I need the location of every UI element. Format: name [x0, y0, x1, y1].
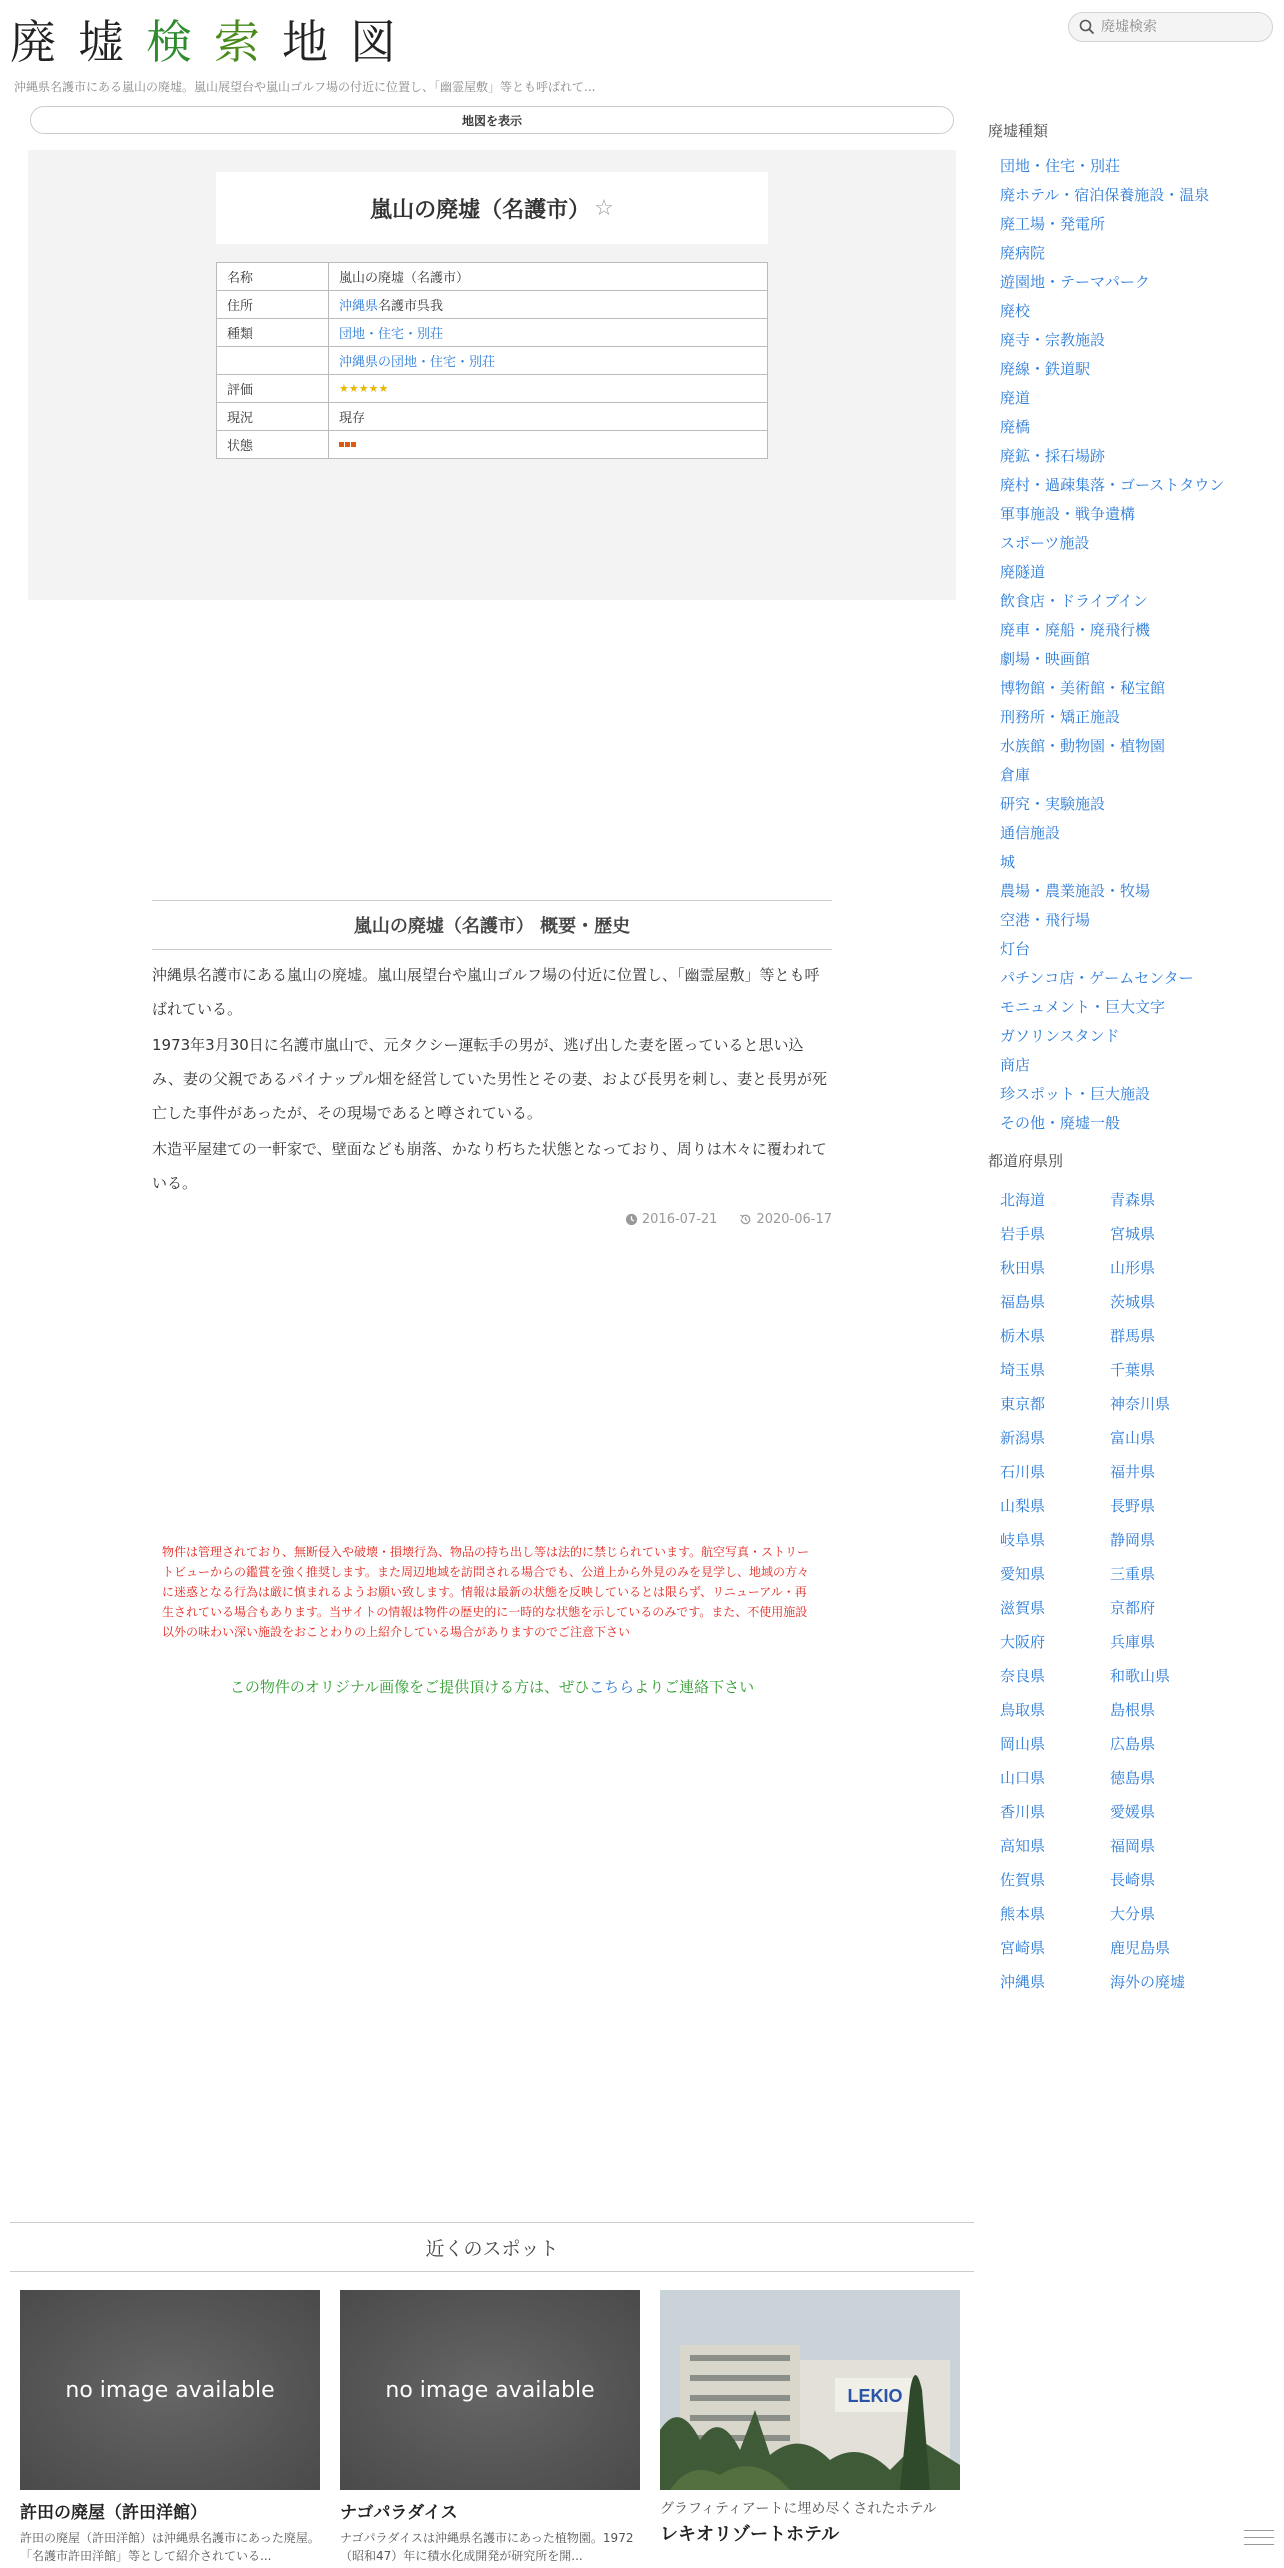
sidebar-prefecture-link[interactable]: 青森県	[1110, 1191, 1156, 1209]
star-outline-icon[interactable]: ☆	[594, 195, 614, 221]
post-dates	[600, 1212, 832, 1227]
row-value	[329, 319, 768, 347]
prefecture-list	[1000, 1183, 1220, 1999]
sidebar-category-link[interactable]: 廃病院	[1000, 244, 1046, 262]
row-key: 現況	[217, 403, 329, 431]
sidebar-prefecture-link[interactable]: 秋田県	[1000, 1259, 1046, 1277]
sidebar-prefecture-link[interactable]: 宮城県	[1110, 1225, 1156, 1243]
row-key: 種類	[217, 319, 329, 347]
sidebar-category-link[interactable]: 廃鉱・採石場跡	[1000, 447, 1106, 465]
row-value: 嵐山の廃墟（名護市）	[329, 263, 768, 291]
sidebar-category-link[interactable]: 博物館・美術館・秘宝館	[1000, 679, 1166, 697]
sidebar-category-link[interactable]: 刑務所・矯正施設	[1000, 708, 1121, 726]
hotel-photo[interactable]	[660, 2290, 960, 2490]
sidebar-prefecture-link[interactable]: 群馬県	[1110, 1327, 1156, 1345]
sidebar-prefecture-link[interactable]: 香川県	[1000, 1803, 1046, 1821]
table-row	[217, 347, 768, 375]
table-row	[217, 403, 768, 431]
row-key: 住所	[217, 291, 329, 319]
sidebar-category-link[interactable]: 水族館・動物園・植物園	[1000, 737, 1166, 755]
sidebar-prefecture-link[interactable]: 京都府	[1110, 1599, 1156, 1617]
sidebar-category-link[interactable]: ガソリンスタンド	[1000, 1027, 1120, 1045]
overview-article	[152, 958, 832, 1202]
state-square	[345, 442, 350, 447]
sidebar-prefecture-link[interactable]: 長崎県	[1110, 1871, 1156, 1889]
sidebar-category-link[interactable]: その他・廃墟一般	[1000, 1114, 1121, 1132]
sidebar-prefecture-link[interactable]: 佐賀県	[1000, 1871, 1046, 1889]
sidebar-category-link[interactable]: 廃寺・宗教施設	[1000, 331, 1106, 349]
sidebar-category-link[interactable]: 軍事施設・戦争遺構	[1000, 505, 1136, 523]
sidebar-category-link[interactable]: 廃道	[1000, 389, 1031, 407]
search-box[interactable]	[1068, 12, 1273, 42]
nearby-card-title[interactable]: 許田の廃屋（許田洋館）	[20, 2503, 207, 2523]
nearby-card-desc: ナゴパラダイスは沖縄県名護市にあった植物園。1972（昭和47）年に積水化成開発が研究所を開...	[340, 2531, 634, 2563]
prefectures-heading: 都道府県別	[988, 1152, 1064, 1170]
sidebar-prefecture-link[interactable]: 石川県	[1000, 1463, 1046, 1481]
contact-text-before: この物件のオリジナル画像をご提供頂ける方は、ぜひ	[229, 1678, 590, 1696]
spot-title-card	[216, 172, 768, 244]
rating-stars: ★★★★★	[339, 382, 389, 395]
nearby-card[interactable]	[20, 2290, 320, 2565]
table-row	[217, 319, 768, 347]
sidebar-prefecture-link[interactable]: 愛知県	[1000, 1565, 1046, 1583]
sidebar-prefecture-link[interactable]: 新潟県	[1000, 1429, 1046, 1447]
hotel-sign-text: LEKIO	[847, 2386, 903, 2406]
sidebar-prefecture-link[interactable]: 長野県	[1110, 1497, 1156, 1515]
sidebar-prefecture-link[interactable]: 島根県	[1110, 1701, 1156, 1719]
sidebar-category-link[interactable]: 廃橋	[1000, 418, 1031, 436]
warning-notice: 物件は管理されており、無断侵入や破壊・損壊行為、物品の持ち出し等は法的に禁じられています。航空写真・ストリートビューからの鑑賞を強く推奨します。また周辺地域を訪問される場合でも、公道上から外見のみを見学し、地域の方々に迷惑となる行為は厳に慎まれるようお願い致します。情報は最新の状態を反映しているとは限らず、リニューアル・再生されている場合もあります。当サイトの情報は物件の歴史的に一時的な状態を示しているのみです。また、不使用施設以外の味わい深い施設をおことわりの上紹介している場合がありますのでご注意下さい	[162, 1545, 810, 1639]
sidebar-prefecture-link[interactable]: 福島県	[1000, 1293, 1046, 1311]
logo-char: 墟	[78, 15, 146, 69]
spot-info-table	[216, 262, 768, 459]
row-key: 状態	[217, 431, 329, 459]
sidebar-prefecture-link[interactable]: 山形県	[1110, 1259, 1156, 1277]
sidebar-prefecture-link[interactable]: 三重県	[1110, 1565, 1156, 1583]
overview-paragraph: 木造平屋建ての一軒家で、壁面なども崩落、かなり朽ちた状態となっており、周りは木々に覆われている。	[152, 1140, 827, 1192]
logo-char: 廃	[10, 15, 78, 69]
overview-paragraph: 沖縄県名護市にある嵐山の廃墟。嵐山展望台や嵐山ゴルフ場の付近に位置し、「幽霊屋敷」等とも呼ばれている。	[152, 966, 820, 1018]
search-input[interactable]	[1101, 19, 1261, 35]
page-tagline: 沖縄県名護市にある嵐山の廃墟。嵐山展望台や嵐山ゴルフ場の付近に位置し、「幽霊屋敷」等とも呼ばれて...	[14, 80, 596, 94]
sidebar-category-link[interactable]: 空港・飛行場	[1000, 911, 1091, 929]
sidebar-category-link[interactable]: パチンコ店・ゲームセンター	[1000, 969, 1194, 987]
category-link[interactable]: 団地・住宅・別荘	[339, 327, 444, 342]
sidebar-prefecture-link[interactable]: 岐阜県	[1000, 1531, 1046, 1549]
created-date-text: 2016-07-21	[641, 1212, 718, 1227]
sidebar-prefecture-link[interactable]: 岡山県	[1000, 1735, 1046, 1753]
updated-date-text: 2020-06-17	[756, 1212, 832, 1227]
nearby-heading: 近くのスポット	[10, 2222, 974, 2272]
sidebar-prefecture-link[interactable]: 福岡県	[1110, 1837, 1156, 1855]
contact-text-after: よりご連絡下さい	[634, 1678, 755, 1696]
sidebar-prefecture-link[interactable]: 滋賀県	[1000, 1599, 1046, 1617]
sidebar-category-link[interactable]: 廃車・廃船・廃飛行機	[1000, 621, 1151, 639]
sidebar-prefecture-link[interactable]: 静岡県	[1110, 1531, 1156, 1549]
hotel-building-image	[660, 2290, 960, 2490]
sidebar-prefecture-link[interactable]: 富山県	[1110, 1429, 1156, 1447]
table-row	[217, 263, 768, 291]
no-image-placeholder[interactable]: no image available	[20, 2290, 320, 2490]
sidebar-prefecture-link[interactable]: 鳥取県	[1000, 1701, 1046, 1719]
nearby-card[interactable]	[340, 2290, 640, 2565]
sidebar-prefecture-link[interactable]: 茨城県	[1110, 1293, 1156, 1311]
created-date	[625, 1212, 718, 1227]
row-value: 現存	[329, 403, 768, 431]
row-value	[329, 347, 768, 375]
sidebar-prefecture-link[interactable]: 高知県	[1000, 1837, 1046, 1855]
sidebar-category-link[interactable]: 廃線・鉄道駅	[1000, 360, 1091, 378]
prefecture-link[interactable]: 沖縄県	[339, 299, 379, 314]
sidebar-prefecture-link[interactable]: 大分県	[1110, 1905, 1156, 1923]
site-logo[interactable]	[10, 6, 418, 72]
show-map-button[interactable]: 地図を表示	[30, 106, 954, 134]
sidebar-prefecture-link[interactable]: 東京都	[1000, 1395, 1046, 1413]
nearby-card-desc: 許田の廃屋（許田洋館）は沖縄県名護市にあった廃屋。「名護市許田洋館」等として紹介されている...	[20, 2531, 320, 2563]
sidebar-category-link[interactable]: 飲食店・ドライブイン	[1000, 592, 1148, 610]
sidebar-category-link[interactable]: 研究・実験施設	[1000, 795, 1106, 813]
logo-char: 地	[282, 15, 350, 69]
prefecture-category-link[interactable]: 沖縄県の団地・住宅・別荘	[339, 355, 496, 370]
sidebar-prefecture-link[interactable]: 岩手県	[1000, 1225, 1046, 1243]
sidebar-prefecture-link[interactable]: 山梨県	[1000, 1497, 1046, 1515]
sidebar-prefecture-link[interactable]: 海外の廃墟	[1110, 1973, 1186, 1991]
sidebar-category-link[interactable]: モニュメント・巨大文字	[1000, 998, 1166, 1016]
sidebar-category-link[interactable]: 珍スポット・巨大施設	[1000, 1085, 1151, 1103]
clock-icon	[625, 1213, 638, 1226]
logo-char: 検	[146, 15, 214, 69]
contact-message	[152, 1676, 832, 1697]
spot-info-panel	[28, 150, 956, 600]
no-image-placeholder[interactable]: no image available	[340, 2290, 640, 2490]
sidebar-category-link[interactable]: 廃校	[1000, 302, 1031, 320]
row-key: 評価	[217, 375, 329, 403]
logo-char: 索	[214, 15, 282, 69]
sidebar-prefecture-link[interactable]: 大阪府	[1000, 1633, 1046, 1651]
state-square	[339, 442, 344, 447]
sidebar-category-link[interactable]: 倉庫	[1000, 766, 1031, 784]
state-square	[351, 442, 356, 447]
spot-title: 嵐山の廃墟（名護市）	[370, 197, 591, 223]
sidebar-category-link[interactable]: 廃村・過疎集落・ゴーストタウン	[1000, 476, 1225, 494]
sidebar-category-link[interactable]: 廃隧道	[1000, 563, 1046, 581]
history-icon	[739, 1213, 752, 1226]
row-value	[329, 431, 768, 459]
category-list	[1000, 152, 1280, 1138]
sidebar-prefecture-link[interactable]: 埼玉県	[1000, 1361, 1046, 1379]
sidebar-prefecture-link[interactable]: 北海道	[1000, 1191, 1046, 1209]
sidebar-prefecture-link[interactable]: 徳島県	[1110, 1769, 1156, 1787]
sidebar-prefecture-link[interactable]: 栃木県	[1000, 1327, 1046, 1345]
sidebar-prefecture-link[interactable]: 奈良県	[1000, 1667, 1046, 1685]
sidebar-category-link[interactable]: 廃ホテル・宿泊保養施設・温泉	[1000, 186, 1210, 204]
overview-paragraph: 1973年3月30日に名護市嵐山で、元タクシー運転手の男が、逃げ出した妻を匿っていると思い込み、妻の父親であるパイナップル畑を経営していた男性とその妻、および長男を刺し、妻と長男が死亡した事件があったが、その現場であると噂されている。	[152, 1036, 828, 1122]
sidebar-prefecture-link[interactable]: 千葉県	[1110, 1361, 1156, 1379]
sidebar-prefecture-link[interactable]: 広島県	[1110, 1735, 1156, 1753]
sidebar-prefecture-link[interactable]: 宮崎県	[1000, 1939, 1046, 1957]
sidebar-category-link[interactable]: 農場・農業施設・牧場	[1000, 882, 1151, 900]
row-key	[217, 347, 329, 375]
address-text: 名護市呉我	[378, 299, 444, 314]
updated-date	[739, 1212, 832, 1227]
sidebar-category-link[interactable]: 団地・住宅・別荘	[1000, 157, 1121, 175]
sidebar-prefecture-link[interactable]: 兵庫県	[1110, 1633, 1156, 1651]
table-row	[217, 291, 768, 319]
nearby-card-title[interactable]: ナゴパラダイス	[340, 2503, 458, 2523]
contact-link[interactable]: こちら	[589, 1678, 635, 1696]
row-key: 名称	[217, 263, 329, 291]
sidebar-prefecture-link[interactable]: 鹿児島県	[1110, 1939, 1171, 1957]
menu-icon[interactable]	[1244, 2530, 1274, 2552]
sidebar-category-link[interactable]: 城	[1000, 853, 1016, 871]
categories-heading: 廃墟種類	[988, 122, 1049, 140]
row-value	[329, 375, 768, 403]
sidebar-prefecture-link[interactable]: 福井県	[1110, 1463, 1156, 1481]
sidebar-category-link[interactable]: 灯台	[1000, 940, 1031, 958]
sidebar-category-link[interactable]: 遊園地・テーマパーク	[1000, 273, 1150, 291]
row-value	[329, 291, 768, 319]
logo-char: 図	[350, 15, 418, 69]
sidebar-prefecture-link[interactable]: 神奈川県	[1110, 1395, 1171, 1413]
sidebar-category-link[interactable]: 通信施設	[1000, 824, 1061, 842]
table-row	[217, 431, 768, 459]
search-icon	[1079, 19, 1095, 35]
table-row	[217, 375, 768, 403]
sidebar-prefecture-link[interactable]: 和歌山県	[1110, 1667, 1171, 1685]
sidebar-prefecture-link[interactable]: 愛媛県	[1110, 1803, 1156, 1821]
sidebar-category-link[interactable]: 商店	[1000, 1056, 1031, 1074]
sidebar-category-link[interactable]: 劇場・映画館	[1000, 650, 1091, 668]
overview-heading: 嵐山の廃墟（名護市） 概要・歴史	[152, 900, 832, 950]
sidebar-category-link[interactable]: スポーツ施設	[1000, 534, 1090, 552]
sidebar-prefecture-link[interactable]: 山口県	[1000, 1769, 1046, 1787]
state-indicator	[339, 437, 357, 452]
sidebar-category-link[interactable]: 廃工場・発電所	[1000, 215, 1106, 233]
nearby-card-title[interactable]: レキオリゾートホテル	[660, 2524, 840, 2545]
nearby-card[interactable]	[660, 2290, 960, 2546]
sidebar-prefecture-link[interactable]: 沖縄県	[1000, 1973, 1046, 1991]
sidebar-prefecture-link[interactable]: 熊本県	[1000, 1905, 1046, 1923]
nearby-card-caption: グラフィティアートに埋め尽くされたホテル	[660, 2501, 937, 2517]
